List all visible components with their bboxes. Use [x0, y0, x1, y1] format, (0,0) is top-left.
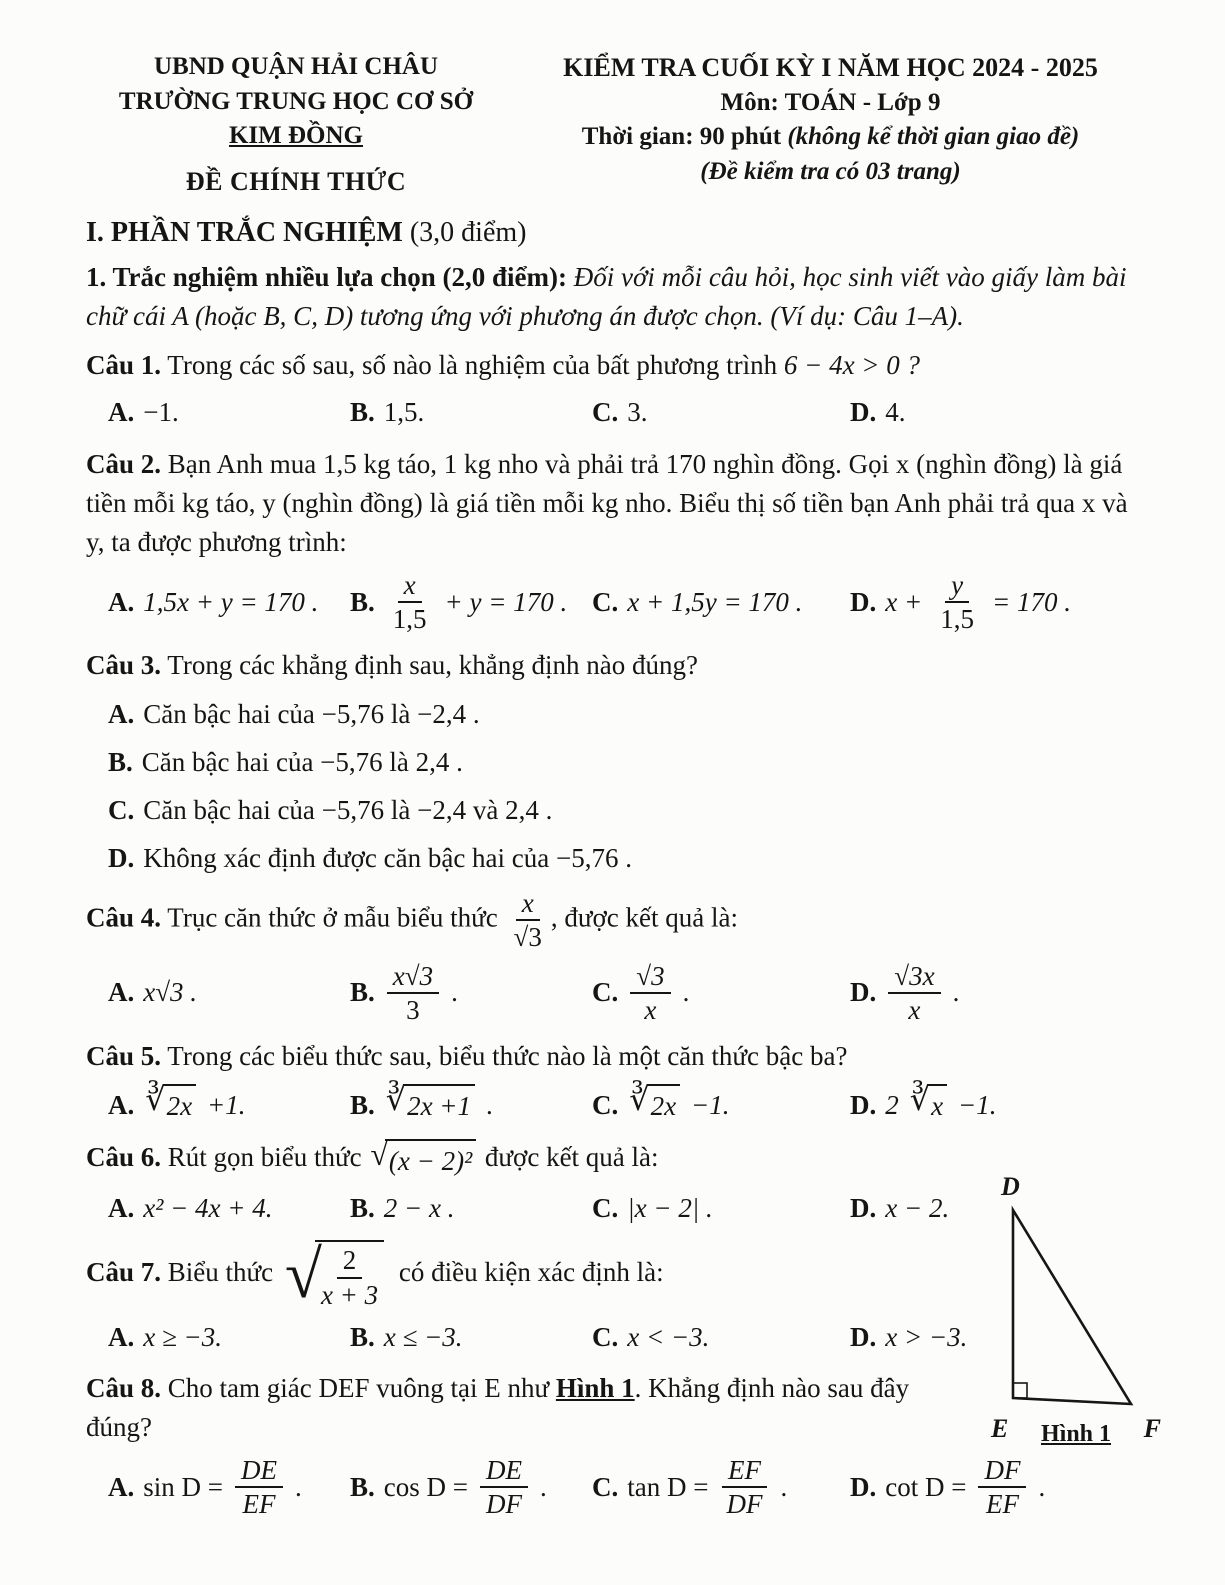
- option-value: 1,5.: [383, 397, 425, 428]
- question-2-options: [86, 570, 1149, 634]
- option-suffix: .: [539, 1471, 547, 1502]
- option-label: B.: [108, 746, 133, 777]
- option-label: D.: [850, 586, 877, 617]
- option-value: Không xác định được căn bậc hai của −5,76 .: [143, 842, 632, 873]
- vertex-d-label: D: [1001, 1172, 1020, 1201]
- option-b: [350, 961, 592, 1025]
- org-name: UBND QUẬN HẢI CHÂU: [153, 53, 439, 80]
- fraction: [235, 1455, 283, 1519]
- option-value: x > −3.: [885, 1321, 968, 1352]
- option-value: Căn bậc hai của −5,76 là −2,4 .: [143, 698, 480, 729]
- option-prefix: 2: [885, 1089, 899, 1120]
- option-function: cot D =: [885, 1471, 967, 1502]
- question-3: [86, 646, 1149, 878]
- option-d: [850, 393, 1149, 432]
- fraction-numerator: x: [398, 570, 422, 603]
- cube-root: [629, 1084, 680, 1126]
- duration-line: [512, 120, 1149, 155]
- question-8: [86, 1369, 1149, 1520]
- option-c: [592, 393, 850, 432]
- option-b: [350, 1318, 592, 1357]
- question-label: Câu 4.: [86, 902, 162, 933]
- option-label: A.: [108, 397, 135, 428]
- vertex-e-label: E: [991, 1413, 1009, 1443]
- option-a: [108, 1189, 350, 1228]
- option-label: A.: [108, 1471, 135, 1502]
- option-label: C.: [592, 397, 619, 428]
- figure-reference: Hình 1: [555, 1372, 635, 1403]
- option-c: [592, 1084, 850, 1126]
- option-b: [350, 1084, 592, 1126]
- school-type: TRƯỜNG TRUNG HỌC CƠ SỞ: [118, 87, 474, 115]
- option-b: [350, 570, 592, 634]
- question-text: Biểu thức: [167, 1257, 274, 1288]
- right-angle-marker-icon: [1013, 1383, 1027, 1398]
- question-7-options: [86, 1318, 1149, 1357]
- option-c: [592, 1455, 850, 1519]
- question-5-options: [86, 1084, 1149, 1126]
- fraction-denominator: DF: [726, 1489, 763, 1520]
- question-5-stem: [86, 1037, 1149, 1076]
- exam-title: KIỂM TRA CUỐI KỲ I NĂM HỌC 2024 - 2025: [563, 53, 1098, 82]
- square-root: [284, 1237, 387, 1313]
- part1-instructions: [86, 258, 1149, 336]
- question-6-stem: [86, 1138, 1149, 1181]
- question-math: 6 − 4x > 0 ?: [783, 350, 921, 381]
- section-title: [86, 213, 1149, 254]
- fraction-denominator: 3: [406, 994, 420, 1025]
- option-label: B.: [350, 1089, 375, 1120]
- fraction: [315, 1240, 384, 1309]
- option-value: x ≥ −3.: [143, 1321, 223, 1352]
- option-value: + y = 170 .: [444, 586, 568, 617]
- question-1-stem: [86, 346, 1149, 385]
- option-label: C.: [592, 977, 619, 1008]
- option-label: B.: [350, 1321, 375, 1352]
- fraction: [508, 888, 548, 952]
- option-label: A.: [108, 1089, 135, 1120]
- option-suffix: .: [451, 977, 458, 1008]
- option-label: B.: [350, 977, 375, 1008]
- radicand: x: [927, 1084, 947, 1126]
- question-label: Câu 1.: [86, 350, 162, 381]
- option-value: x − 2.: [885, 1193, 950, 1224]
- option-value: −1.: [143, 397, 179, 428]
- fraction: [978, 1455, 1026, 1519]
- option-a: [108, 1084, 350, 1126]
- option-suffix: .: [682, 977, 690, 1008]
- option-d: [850, 961, 1149, 1025]
- vertex-f-label: F: [1143, 1413, 1161, 1443]
- fraction-denominator: EF: [242, 1489, 276, 1520]
- option-suffix: .: [486, 1089, 493, 1120]
- fraction: [387, 570, 433, 634]
- option-prefix: x +: [885, 586, 923, 617]
- radicand: 2x: [647, 1084, 680, 1126]
- figure-caption: Hình 1: [1040, 1420, 1112, 1447]
- option-value: 1,5x + y = 170 .: [143, 586, 319, 617]
- option-a: [108, 1318, 350, 1357]
- question-7-stem: [86, 1237, 1149, 1313]
- fraction-numerator: 2: [337, 1245, 363, 1278]
- option-value: |x − 2| .: [627, 1193, 713, 1224]
- option-label: D.: [108, 842, 135, 873]
- question-3-options: [86, 695, 1149, 879]
- option-label: B.: [350, 1471, 375, 1502]
- triangle-shape: [1013, 1210, 1131, 1404]
- fraction-numerator: EF: [722, 1455, 767, 1488]
- question-text: Trong các khẳng định sau, khẳng định nào đúng?: [167, 650, 698, 681]
- document-header: [86, 50, 1149, 199]
- option-label: D.: [850, 1321, 877, 1352]
- option-label: A.: [108, 586, 135, 617]
- question-text: Trong các số sau, số nào là nghiệm của bất phương trình: [167, 350, 778, 381]
- fraction: [720, 1455, 768, 1519]
- fraction: [888, 961, 940, 1025]
- radicand: (x − 2)²: [385, 1139, 476, 1181]
- question-label: Câu 7.: [86, 1257, 162, 1288]
- question-8-stem: [86, 1369, 981, 1447]
- fraction-denominator: x: [908, 994, 921, 1025]
- question-5: [86, 1037, 1149, 1126]
- option-a: [108, 973, 350, 1012]
- option-label: C.: [592, 1471, 619, 1502]
- option-a: [108, 583, 350, 622]
- question-4-options: [86, 961, 1149, 1025]
- question-2-stem: [86, 445, 1149, 562]
- question-text-post: . Khẳng định nào sau đây đúng?: [86, 1372, 910, 1443]
- option-label: A.: [108, 698, 135, 729]
- question-label: Câu 5.: [86, 1041, 162, 1072]
- option-function: sin D =: [143, 1471, 223, 1502]
- fraction-denominator: DF: [485, 1489, 522, 1520]
- fraction-denominator: 1,5: [392, 604, 427, 635]
- option-label: D.: [850, 397, 877, 428]
- option-value: Căn bậc hai của −5,76 là 2,4 .: [141, 746, 463, 777]
- question-text-post: được kết quả là:: [484, 1142, 659, 1173]
- option-value: x² − 4x + 4.: [143, 1193, 273, 1224]
- option-b: [350, 1455, 592, 1519]
- question-6: [86, 1138, 1149, 1228]
- option-label: C.: [592, 1089, 619, 1120]
- option-label: B.: [350, 586, 375, 617]
- fraction-numerator: √3: [630, 961, 670, 994]
- fraction-numerator: DE: [480, 1455, 528, 1488]
- figure-base-labels: [991, 1410, 1161, 1452]
- question-text: Trong các biểu thức sau, biểu thức nào là một căn thức bậc ba?: [167, 1041, 848, 1072]
- option-value: 3.: [627, 397, 648, 428]
- option-value: x + 1,5y = 170 .: [627, 586, 803, 617]
- option-c: [108, 791, 1149, 830]
- school-name: KIM ĐỒNG: [228, 122, 364, 149]
- option-suffix: .: [294, 1471, 302, 1502]
- cube-root-icon: ∛: [145, 1082, 166, 1118]
- radicand: 2x +1: [403, 1084, 475, 1126]
- fraction-numerator: y: [945, 570, 969, 603]
- option-label: A.: [108, 1321, 135, 1352]
- instructions-lead: 1. Trắc nghiệm nhiều lựa chọn (2,0 điểm):: [86, 261, 567, 292]
- cube-root: [145, 1084, 196, 1126]
- option-label: D.: [850, 1089, 877, 1120]
- square-root-icon: √: [284, 1237, 322, 1313]
- fraction: [480, 1455, 528, 1519]
- option-label: D.: [850, 1193, 877, 1224]
- option-value: 2 − x .: [383, 1193, 455, 1224]
- question-1-options: [86, 393, 1149, 432]
- option-value: = 170 .: [991, 586, 1071, 617]
- fraction-denominator: x: [644, 994, 657, 1025]
- cube-root-icon: ∛: [629, 1082, 650, 1118]
- option-suffix: −1.: [958, 1089, 997, 1120]
- fraction-denominator: EF: [985, 1489, 1019, 1520]
- option-suffix: .: [780, 1471, 788, 1502]
- option-label: C.: [592, 1321, 619, 1352]
- subject-line: Môn: TOÁN - Lớp 9: [720, 88, 941, 116]
- fraction-numerator: √3x: [888, 961, 940, 994]
- option-suffix: −1.: [691, 1089, 730, 1120]
- square-root-icon: √: [370, 1137, 388, 1173]
- option-label: D.: [850, 1471, 877, 1502]
- question-2: [86, 445, 1149, 635]
- option-value: x ≤ −3.: [383, 1321, 463, 1352]
- question-text: Bạn Anh mua 1,5 kg táo, 1 kg nho và phải trả 170 nghìn đồng. Gọi x (nghìn đồng) là giá tiền mỗi kg táo, y (nghìn đồng) là giá tiền mỗi kg nho. Biểu thị số tiền bạn Anh phải trả qua x và y, ta được phương trình:: [86, 448, 1128, 557]
- question-4-stem: [86, 888, 1149, 952]
- fraction: [630, 961, 670, 1025]
- question-text-post: có điều kiện xác định là:: [398, 1257, 664, 1288]
- fraction-numerator: x√3: [387, 961, 439, 994]
- option-label: C.: [108, 794, 135, 825]
- fraction: [934, 570, 980, 634]
- option-b: [350, 1189, 592, 1228]
- question-label: Câu 6.: [86, 1142, 162, 1173]
- question-text: Rút gọn biểu thức: [167, 1142, 362, 1173]
- option-label: C.: [592, 586, 619, 617]
- fraction-denominator: √3: [513, 922, 542, 953]
- square-root: [370, 1139, 476, 1181]
- section-title-bold: I. PHẦN TRẮC NGHIỆM: [86, 217, 403, 249]
- option-a: [108, 695, 1149, 734]
- question-3-stem: [86, 646, 1149, 685]
- option-a: [108, 393, 350, 432]
- cube-root: [386, 1084, 475, 1126]
- option-c: [592, 1318, 850, 1357]
- option-value: x < −3.: [627, 1321, 710, 1352]
- option-label: B.: [350, 1193, 375, 1224]
- section-title-points: (3,0 điểm): [402, 217, 527, 249]
- duration-note: (không kể thời gian giao đề): [787, 123, 1080, 151]
- fraction: [387, 961, 439, 1025]
- option-b: [108, 743, 1149, 782]
- option-value: Căn bậc hai của −5,76 là −2,4 và 2,4 .: [143, 794, 553, 825]
- option-d: [850, 1084, 1149, 1126]
- option-label: C.: [592, 1193, 619, 1224]
- fraction-denominator: 1,5: [940, 604, 974, 635]
- option-b: [350, 393, 592, 432]
- right-triangle-drawing: [993, 1204, 1145, 1414]
- option-c: [592, 961, 850, 1025]
- figure-hinh-1: [991, 1168, 1161, 1451]
- question-1: [86, 346, 1149, 432]
- pages-note: (Đề kiểm tra có 03 trang): [700, 157, 961, 185]
- question-label: Câu 2.: [86, 448, 162, 479]
- option-c: [592, 1189, 850, 1228]
- official-exam-label: ĐỀ CHÍNH THỨC: [185, 166, 407, 196]
- option-label: D.: [850, 977, 877, 1008]
- option-suffix: .: [1038, 1471, 1046, 1502]
- option-d: [108, 839, 1149, 878]
- option-label: A.: [108, 977, 135, 1008]
- option-suffix: +1.: [207, 1089, 246, 1120]
- cube-root-icon: ∛: [909, 1082, 931, 1118]
- question-text: Cho tam giác DEF vuông tại E như: [167, 1372, 550, 1403]
- question-8-options: [86, 1455, 1149, 1519]
- question-7: [86, 1237, 1149, 1357]
- fraction-numerator: x: [516, 888, 540, 921]
- option-suffix: .: [952, 977, 960, 1008]
- option-label: B.: [350, 397, 375, 428]
- option-d: [850, 1455, 1149, 1519]
- fraction-denominator: x + 3: [320, 1279, 379, 1310]
- option-function: cos D =: [383, 1471, 468, 1502]
- fraction-numerator: DF: [978, 1455, 1026, 1488]
- header-right-block: [506, 50, 1149, 189]
- question-4: [86, 888, 1149, 1025]
- option-function: tan D =: [627, 1471, 709, 1502]
- duration-bold: Thời gian: 90 phút: [581, 123, 788, 151]
- question-label: Câu 8.: [86, 1372, 162, 1403]
- question-text-post: , được kết quả là:: [550, 902, 738, 933]
- cube-root: [910, 1084, 947, 1126]
- cube-root-icon: ∛: [385, 1082, 407, 1118]
- instructions-body: Đối với mỗi câu hỏi, học sinh viết vào giấy làm bài chữ cái A (hoặc B, C, D) tương ứng với phương án được chọn. (Ví dụ: Câu 1–A).: [86, 261, 1127, 332]
- option-value: 4.: [885, 397, 906, 428]
- option-label: A.: [108, 1193, 135, 1224]
- question-label: Câu 3.: [86, 650, 162, 681]
- option-d: [850, 570, 1149, 634]
- option-value: x√3 .: [143, 977, 198, 1008]
- option-c: [592, 583, 850, 622]
- fraction-numerator: DE: [235, 1455, 283, 1488]
- header-left-block: [86, 50, 506, 199]
- question-text: Trục căn thức ở mẫu biểu thức: [167, 902, 498, 933]
- radicand: 2x: [163, 1084, 196, 1126]
- question-6-options: [86, 1189, 1149, 1228]
- option-a: [108, 1455, 350, 1519]
